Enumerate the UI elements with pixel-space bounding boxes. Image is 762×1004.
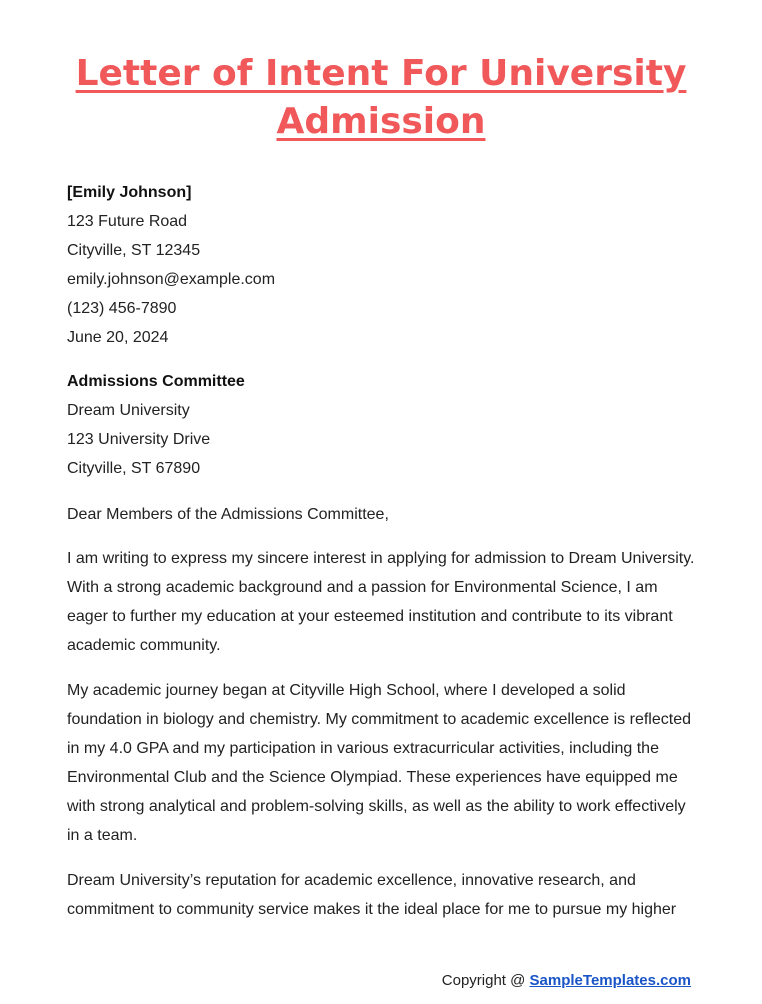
sampletemplates-link[interactable]: SampleTemplates.com [529, 972, 691, 989]
recipient-org: Dream University [67, 402, 190, 419]
copyright-text: Copyright @ [441, 972, 530, 989]
sender-name: [Emily Johnson] [67, 184, 192, 201]
recipient-city: Cityville, ST 67890 [67, 460, 201, 477]
sender-city: Cityville, ST 12345 [67, 242, 201, 259]
recipient-street: 123 University Drive [67, 431, 211, 448]
body-paragraph: Dream University’s reputation for academic excellence, innovative research, and commitment to community service makes it the ideal place for me to pursue my higher [67, 872, 677, 918]
body-paragraph: My academic journey began at Cityville High School, where I developed a solid foundation in biology and chemistry. My commitment to academic excellence is reflected in my 4.0 GPA and my participation in various extracurricular activities, including the Environmental Club and the Science Olympiad. These experiences have equipped me with strong analytical and problem-solving skills, as well as the ability to work effectively in a team. [67, 682, 691, 844]
sender-street: 123 Future Road [67, 213, 188, 230]
sender-phone: (123) 456-7890 [67, 300, 177, 317]
body-paragraph: I am writing to express my sincere interest in applying for admission to Dream University. With a strong academic background and a passion for Environmental Science, I am eager to further my education at your esteemed institution and contribute to its vibrant academic community. [67, 550, 695, 654]
recipient-name: Admissions Committee [67, 373, 245, 390]
sender-block [67, 178, 707, 352]
letter-date: June 20, 2024 [67, 329, 169, 346]
document-title: Letter of Intent For University Admission [75, 53, 687, 142]
salutation: Dear Members of the Admissions Committee, [67, 506, 389, 523]
sender-email: emily.johnson@example.com [67, 271, 276, 288]
recipient-block [67, 367, 707, 483]
copyright-footer [442, 970, 691, 992]
